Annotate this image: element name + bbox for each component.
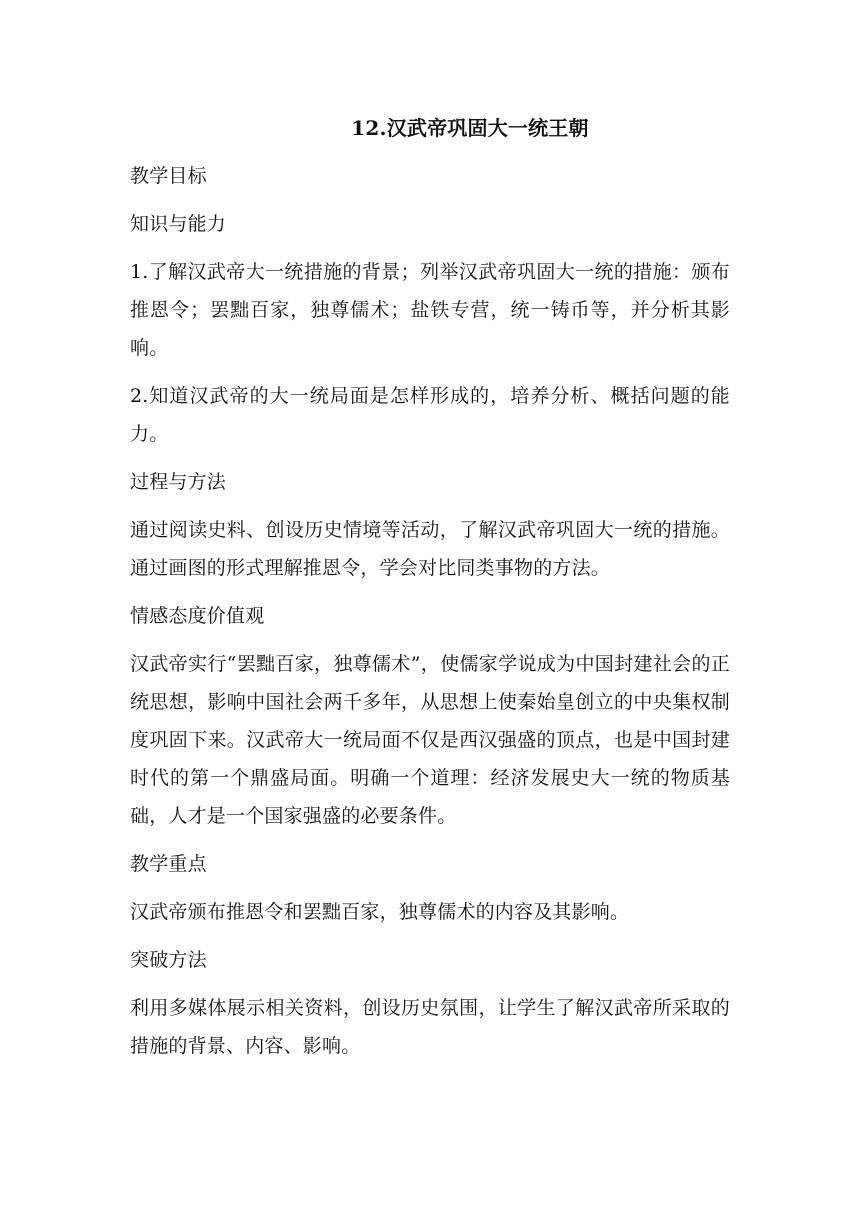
heading-knowledge-ability: 知识与能力	[130, 213, 227, 235]
document-title: 12.汉武帝巩固大一统王朝	[351, 116, 589, 140]
heading-teaching-keypoints: 教学重点	[130, 853, 207, 875]
document-content	[130, 109, 730, 1075]
heading-process-method: 过程与方法	[130, 471, 227, 493]
paragraph-process: 通过阅读史料、创设历史情境等活动，了解汉武帝巩固大一统的措施。通过画图的形式理解推恩令，学会对比同类事物的方法。	[130, 519, 730, 579]
heading-emotion-values: 情感态度价值观	[130, 605, 265, 627]
heading-breakthrough-methods: 突破方法	[130, 949, 207, 971]
paragraph-values: 汉武帝实行“罢黜百家，独尊儒术”，使儒家学说成为中国封建社会的正统思想，影响中国社会两千多年，从思想上使秦始皇创立的中央集权制度巩固下来。汉武帝大一统局面不仅是西汉强盛的顶点，也是中国封建时代的第一个鼎盛局面。明确一个道理：经济发展史大一统的物质基础，人才是一个国家强盛的必要条件。	[130, 653, 730, 827]
paragraph-keypoints: 汉武帝颁布推恩令和罢黜百家，独尊儒术的内容及其影响。	[130, 901, 630, 923]
paragraph-methods: 利用多媒体展示相关资料，创设历史氛围，让学生了解汉武帝所采取的措施的背景、内容、影响。	[130, 997, 730, 1057]
paragraph-knowledge-1: 1.了解汉武帝大一统措施的背景；列举汉武帝巩固大一统的措施：颁布推恩令；罢黜百家，独尊儒术；盐铁专营，统一铸币等，并分析其影响。	[130, 261, 730, 359]
heading-teaching-goals: 教学目标	[130, 165, 207, 187]
paragraph-knowledge-2: 2.知道汉武帝的大一统局面是怎样形成的，培养分析、概括问题的能力。	[130, 385, 730, 445]
